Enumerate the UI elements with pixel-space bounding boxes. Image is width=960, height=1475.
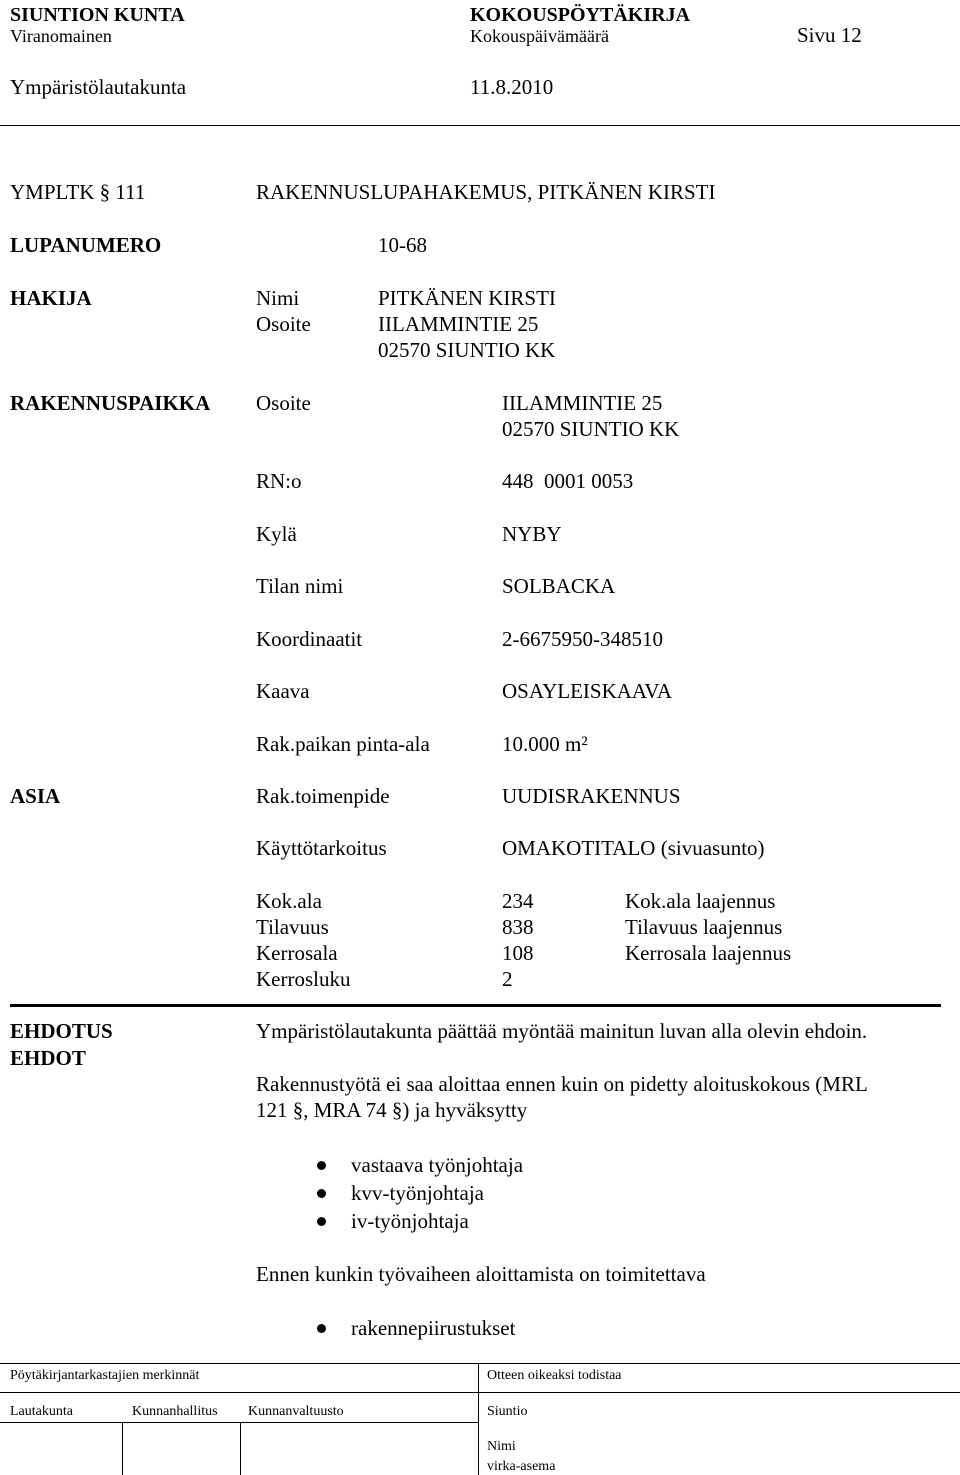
- list-item: rakennepiirustukset: [351, 1316, 516, 1340]
- applicant-name-label: Nimi: [256, 286, 300, 310]
- start-condition-line2: 121 §, MRA 74 §) ja hyväksytty: [256, 1098, 528, 1122]
- list-item: vastaava työnjohtaja: [351, 1153, 524, 1177]
- estate-value: SOLBACKA: [502, 574, 616, 598]
- site-address-line1: IILAMMINTIE 25: [502, 391, 663, 415]
- reviewers-label: Pöytäkirjantarkastajien merkinnät: [10, 1368, 200, 1383]
- bullet-icon: [317, 1324, 326, 1333]
- use-label: Käyttötarkoitus: [256, 836, 387, 860]
- footer-column-divider: [122, 1422, 123, 1475]
- footer-executive: Kunnanhallitus: [132, 1404, 218, 1419]
- list-item: kvv-työnjohtaja: [351, 1181, 484, 1205]
- start-condition-line1: Rakennustyötä ei saa aloittaa ennen kuin on pidetty aloituskokous (MRL: [256, 1072, 868, 1096]
- submission-text: Ennen kunkin työvaiheen aloittamista on toimitettava: [256, 1262, 706, 1286]
- action-label: Rak.toimenpide: [256, 784, 390, 808]
- footer-divider-mid: [0, 1392, 960, 1393]
- header-divider: [0, 125, 960, 126]
- certified-label: Otteen oikeaksi todistaa: [487, 1368, 622, 1383]
- applicant-address-line2: 02570 SIUNTIO KK: [378, 338, 556, 362]
- footer-name-label: Nimi: [487, 1439, 516, 1454]
- footer-place: Siuntio: [487, 1404, 528, 1419]
- permit-number-label: LUPANUMERO: [10, 233, 162, 257]
- footer-board: Lautakunta: [10, 1404, 73, 1419]
- applicant-address-line1: IILAMMINTIE 25: [378, 312, 539, 336]
- bullet-icon: [317, 1189, 326, 1198]
- footer-row-divider: [0, 1422, 478, 1423]
- authority-name: Ympäristölautakunta: [10, 75, 187, 99]
- site-area-label: Rak.paikan pinta-ala: [256, 732, 430, 756]
- volume-extension-label: Tilavuus laajennus: [625, 915, 783, 939]
- document-type: KOKOUSPÖYTÄKIRJA: [470, 4, 691, 26]
- coordinates-label: Koordinaatit: [256, 627, 363, 651]
- rn-value: 448 0001 0053: [502, 469, 634, 493]
- footer-title-label: virka-asema: [487, 1459, 556, 1474]
- site-address-line2: 02570 SIUNTIO KK: [502, 417, 680, 441]
- storey-area-value: 108: [502, 941, 534, 965]
- bullet-icon: [317, 1217, 326, 1226]
- conditions-label: EHDOT: [10, 1046, 86, 1070]
- footer-council: Kunnanvaltuusto: [248, 1404, 344, 1419]
- meeting-date-label: Kokouspäivämäärä: [470, 26, 609, 46]
- plan-value: OSAYLEISKAAVA: [502, 679, 672, 703]
- site-address-label: Osoite: [256, 391, 311, 415]
- storey-area-label: Kerrosala: [256, 941, 338, 965]
- storey-count-value: 2: [502, 967, 513, 991]
- list-item: iv-työnjohtaja: [351, 1209, 469, 1233]
- section-divider: [10, 1004, 941, 1007]
- bullet-icon: [317, 1161, 326, 1170]
- site-area-value: 10.000 m²: [502, 732, 588, 756]
- matter-label: ASIA: [10, 784, 61, 808]
- applicant-name: PITKÄNEN KIRSTI: [378, 286, 556, 310]
- floor-area-value: 234: [502, 889, 534, 913]
- case-title: RAKENNUSLUPAHAKEMUS, PITKÄNEN KIRSTI: [256, 180, 716, 204]
- floor-area-extension-label: Kok.ala laajennus: [625, 889, 776, 913]
- plan-label: Kaava: [256, 679, 310, 703]
- footer-column-divider: [240, 1422, 241, 1475]
- village-value: NYBY: [502, 522, 562, 546]
- applicant-label: HAKIJA: [10, 286, 92, 310]
- footer-column-divider: [478, 1364, 479, 1475]
- action-value: UUDISRAKENNUS: [502, 784, 681, 808]
- page-number: Sivu 12: [797, 23, 862, 47]
- footer-divider-top: [0, 1363, 960, 1364]
- storey-count-label: Kerrosluku: [256, 967, 351, 991]
- meeting-date: 11.8.2010: [470, 75, 554, 99]
- volume-label: Tilavuus: [256, 915, 329, 939]
- authority-label: Viranomainen: [10, 26, 112, 46]
- permit-number: 10-68: [378, 233, 427, 257]
- applicant-address-label: Osoite: [256, 312, 311, 336]
- rn-label: RN:o: [256, 469, 302, 493]
- site-label: RAKENNUSPAIKKA: [10, 391, 211, 415]
- floor-area-label: Kok.ala: [256, 889, 322, 913]
- storey-area-extension-label: Kerrosala laajennus: [625, 941, 792, 965]
- use-value: OMAKOTITALO (sivuasunto): [502, 836, 765, 860]
- village-label: Kylä: [256, 522, 297, 546]
- case-number: YMPLTK § 111: [10, 180, 146, 204]
- proposal-text: Ympäristölautakunta päättää myöntää mainitun luvan alla olevin ehdoin.: [256, 1019, 868, 1043]
- coordinates-value: 2-6675950-348510: [502, 627, 663, 651]
- estate-label: Tilan nimi: [256, 574, 344, 598]
- volume-value: 838: [502, 915, 534, 939]
- proposal-label: EHDOTUS: [10, 1019, 113, 1043]
- municipality-name: SIUNTION KUNTA: [10, 4, 185, 26]
